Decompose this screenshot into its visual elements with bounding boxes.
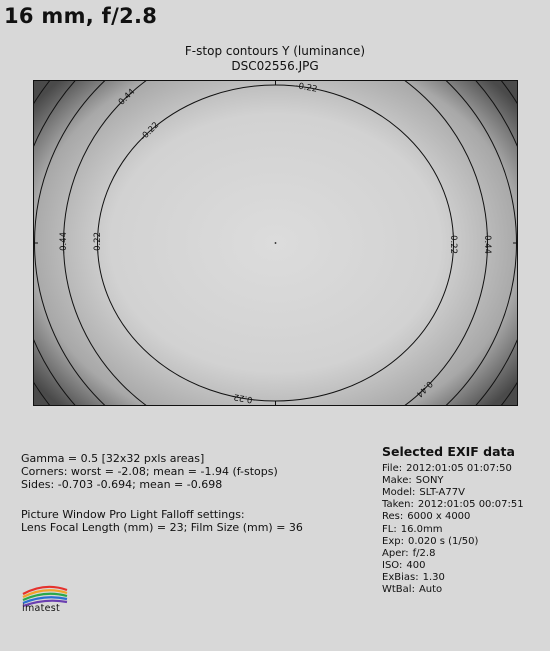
contour-label: -0.44 [413,376,437,399]
exif-value: 2012:01:05 01:07:50 [406,463,512,475]
exif-value: 6000 x 4000 [407,511,471,523]
exif-title: Selected EXIF data [382,444,515,459]
exif-row [382,536,524,548]
logo-text: imatest [22,603,61,614]
settings-line: Picture Window Pro Light Falloff settings: [21,508,245,521]
contour-label: -0.44 [59,232,69,254]
sides-line: Sides: -0.703 -0.694; mean = -0.698 [21,478,223,491]
exif-key: Taken: [382,499,414,511]
exif-panel [382,446,524,596]
page-heading: 16 mm, f/2.8 [4,4,158,28]
chart-title: F-stop contours Y (luminance) [184,44,366,58]
exif-rows [382,463,524,596]
exif-row [382,463,524,475]
exif-key: File: [382,463,403,475]
exif-row [382,572,524,584]
exif-key: ISO: [382,559,403,571]
exif-value: 1.30 [422,571,445,583]
exif-value: 400 [406,559,426,571]
contour-label: -0.22 [294,81,319,95]
exif-key: Exp: [382,535,404,547]
exif-row [382,584,524,596]
exif-value: 16.0mm [400,523,443,535]
exif-value: Auto [418,584,443,596]
exif-row [382,499,524,511]
contour-label: -0.44 [482,232,492,254]
exif-value: SLT-A77V [419,487,465,499]
exif-row [382,511,524,523]
contour-plot [33,80,518,406]
contour-label: -0.44 [114,87,138,110]
gamma-line: Gamma = 0.5 [32x32 pxls areas] [21,452,205,465]
contour-label: -0.22 [138,120,162,143]
exif-value: 0.020 s (1/50) [407,535,479,547]
exif-key: Model: [382,487,416,499]
exif-row [382,487,524,499]
contour-label: -0.22 [93,232,103,254]
exif-key: Aper: [382,547,409,559]
exif-key: Res: [382,511,404,523]
lens-line: Lens Focal Length (mm) = 23; Film Size (mm) = 36 [21,521,303,534]
exif-value: 2012:01:05 00:07:51 [417,499,524,511]
exif-value: f/2.8 [412,547,436,559]
corners-line: Corners: worst = -2.08; mean = -1.94 (f-stops) [21,465,278,478]
falloff-summary [21,452,303,534]
exif-row [382,560,524,572]
exif-key: Make: [382,475,412,487]
center-marker [275,242,277,244]
exif-row [382,524,524,536]
chart-subtitle: DSC02556.JPG [231,59,319,73]
exif-row [382,548,524,560]
exif-row [382,475,524,487]
contour-label: -0.22 [448,232,458,254]
exif-value: SONY [415,475,444,487]
exif-key: ExBias: [382,571,419,583]
contour-label: -0.22 [232,391,257,405]
exif-key: WtBal: [382,584,415,596]
exif-key: FL: [382,523,397,535]
